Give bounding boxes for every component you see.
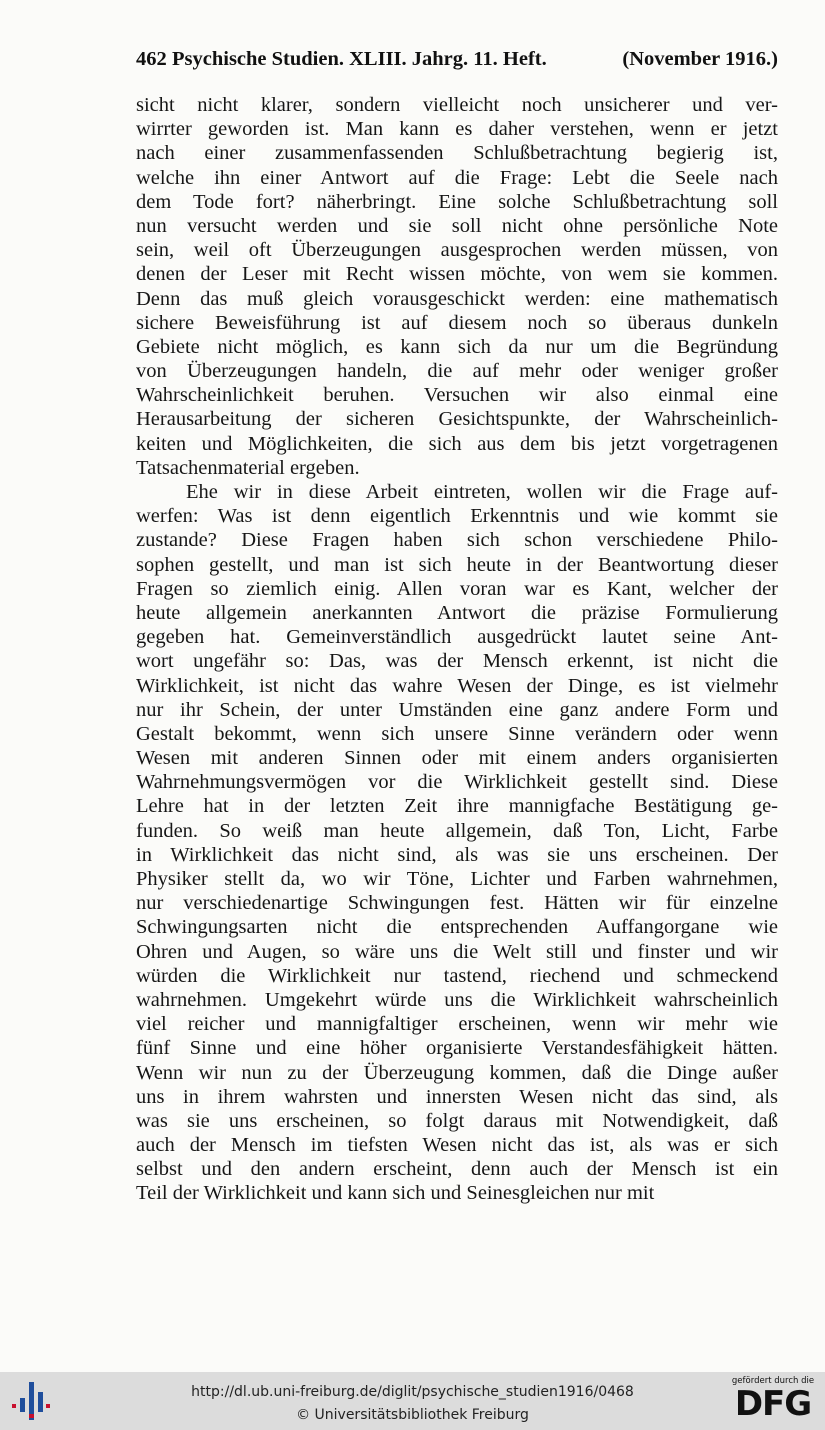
- text-line: Fragen so ziemlich einig. Allen voran war es Kant, welcher der: [136, 577, 778, 600]
- text-line: Schwingungsarten nicht die entsprechenden Auffangorgane wie: [136, 916, 778, 939]
- text-line: Gebiete nicht möglich, es kann sich da nur um die Begründung: [136, 335, 778, 358]
- text-line: Physiker stellt da, wo wir Töne, Lichter und Farben wahrnehmen,: [136, 868, 778, 890]
- text-line: wort ungefähr so: Das, was der Mensch erkennt, ist nicht die: [136, 650, 778, 673]
- text-line: Wesen mit anderen Sinnen oder mit einem anders organisierten: [136, 747, 778, 770]
- text-line: denen der Leser mit Recht wissen möchte, von wem sie kommen.: [136, 263, 778, 286]
- journal-title: Psychische Studien. XLIII. Jahrg. 11. Heft.: [172, 48, 547, 70]
- text-line: zustande? Diese Fragen haben sich schon verschiedene Philo-: [136, 529, 778, 552]
- sponsor-caption: gefördert durch die: [731, 1376, 815, 1386]
- text-line: Tatsachenmaterial ergeben.: [136, 456, 360, 479]
- text-line: Wahrnehmungsvermögen vor die Wirklichkeit gestellt sind. Diese: [136, 771, 778, 794]
- text-line: uns in ihrem wahrsten und innersten Wesen nicht das sind, als: [136, 1085, 778, 1108]
- text-line: heute allgemein anerkannten Antwort die präzise Formulierung: [136, 601, 778, 624]
- text-line: sicht nicht klarer, sondern vielleicht noch unsicherer und ver-: [136, 94, 778, 116]
- text-line: Ohren und Augen, so wäre uns die Welt still und finster und wir: [136, 940, 778, 963]
- text-line: Denn das muß gleich vorausgeschickt werden: eine mathematisch: [136, 287, 778, 310]
- text-line: sichere Beweisführung ist auf diesem noch so überaus dunkeln: [136, 311, 778, 334]
- sponsor-name: DFG: [734, 1384, 812, 1424]
- text-line: Teil der Wirklichkeit und kann sich und Seinesgleichen nur mit: [136, 1182, 655, 1205]
- dfg-logo-icon: [728, 1376, 818, 1426]
- text-line: Wenn wir nun zu der Überzeugung kommen, daß die Dinge außer: [136, 1061, 778, 1084]
- text-line: sophen gestellt, und man ist sich heute in der Beantwortung dieser: [136, 553, 778, 576]
- text-line: Herausarbeitung der sicheren Gesichtspunkte, der Wahrscheinlich-: [136, 408, 778, 431]
- text-line: wirrter geworden ist. Man kann es daher verstehen, wenn er jetzt: [136, 118, 778, 141]
- text-line: würden die Wirklichkeit nur tastend, riechend und schmeckend: [136, 964, 778, 987]
- scan-mark: [25, 1364, 43, 1366]
- permalink-link[interactable]: http://dl.ub.uni-freiburg.de/diglit/psychische_studien1916/0468: [191, 1384, 634, 1400]
- page-number: 462: [136, 48, 167, 70]
- copyright-text: © Universitätsbibliothek Freiburg: [296, 1407, 529, 1423]
- text-line: nach einer zusammenfassenden Schlußbetrachtung begierig ist,: [136, 142, 778, 165]
- text-line: Wahrscheinlichkeit beruhen. Versuchen wir also einmal eine: [136, 384, 778, 407]
- text-line: selbst und den andern erscheint, denn auch der Mensch ist ein: [136, 1158, 778, 1181]
- text-line: sein, weil oft Überzeugungen ausgesprochen werden müssen, von: [136, 239, 778, 262]
- text-line: Lehre hat in der letzten Zeit ihre mannigfache Bestätigung ge-: [136, 795, 778, 818]
- text-line: in Wirklichkeit das nicht sind, als was sie uns erscheinen. Der: [136, 843, 778, 866]
- text-line: nur verschiedenartige Schwingungen fest. Hätten wir für einzelne: [136, 892, 778, 915]
- text-line: dem Tode fort? näherbringt. Eine solche Schlußbetrachtung soll: [136, 190, 778, 213]
- footer-bar: [0, 1372, 825, 1430]
- text-line: gegeben hat. Gemeinverständlich ausgedrückt lautet seine Ant-: [136, 626, 778, 649]
- issue-date: (November 1916.): [622, 48, 778, 70]
- text-line: auch der Mensch im tiefsten Wesen nicht das ist, als was er sich: [136, 1134, 778, 1157]
- text-line: wahrnehmen. Umgekehrt würde uns die Wirklichkeit wahrscheinlich: [136, 988, 778, 1011]
- text-line: Wirklichkeit, ist nicht das wahre Wesen der Dinge, es ist vielmehr: [136, 674, 778, 697]
- text-line: keiten und Möglichkeiten, die sich aus dem bis jetzt vorgetragenen: [136, 432, 778, 455]
- text-line: viel reicher und mannigfaltiger erscheinen, wenn wir mehr wie: [136, 1013, 778, 1036]
- text-line: Ehe wir in diese Arbeit eintreten, wollen wir die Frage auf-: [186, 481, 778, 503]
- running-head: [136, 48, 778, 74]
- text-line: Gestalt bekommt, wenn sich unsere Sinne verändern oder wenn: [136, 722, 778, 745]
- text-line: welche ihn einer Antwort auf die Frage: Lebt die Seele nach: [136, 166, 778, 189]
- text-line: fünf Sinne und eine höher organisierte Verstandesfähigkeit hätten.: [136, 1037, 778, 1060]
- text-line: funden. So weiß man heute allgemein, daß Ton, Licht, Farbe: [136, 819, 778, 842]
- text-line: werfen: Was ist denn eigentlich Erkenntnis und wie kommt sie: [136, 505, 778, 528]
- text-line: nur ihr Schein, der unter Umständen eine ganz andere Form und: [136, 698, 778, 721]
- text-line: nun versucht werden und sie soll nicht ohne persönliche Note: [136, 214, 778, 237]
- body-text: [136, 93, 778, 1206]
- text-line: was sie uns erscheinen, so folgt daraus mit Notwendigkeit, daß: [136, 1109, 778, 1132]
- text-line: von Überzeugungen handeln, die auf mehr oder weniger großer: [136, 360, 778, 383]
